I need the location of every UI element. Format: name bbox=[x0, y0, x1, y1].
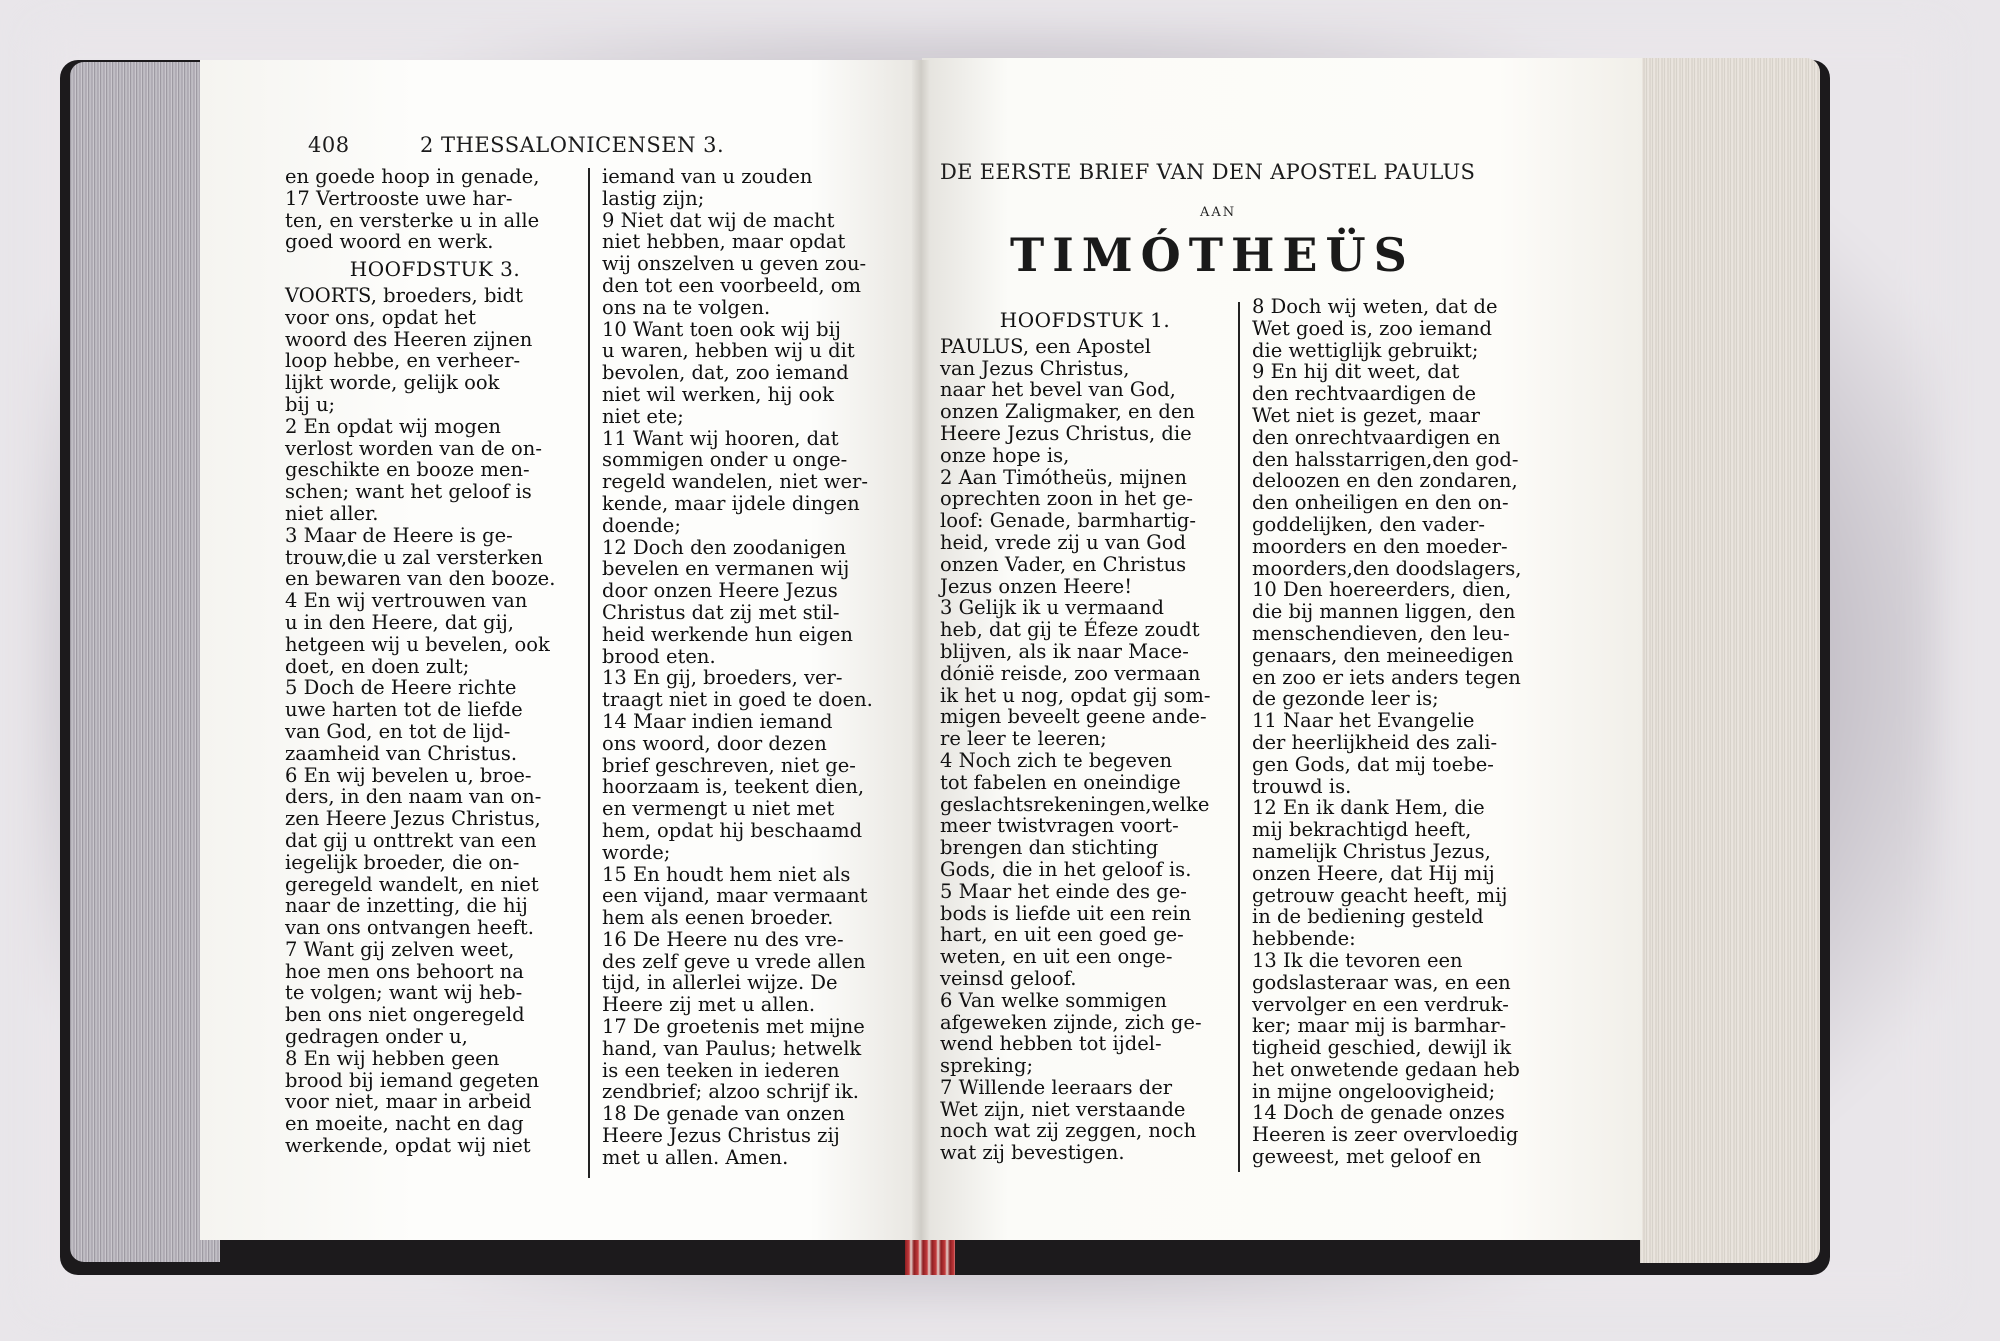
text-line: regeld wandelen, niet wer- bbox=[602, 470, 868, 494]
book-title: TIMÓTHEÜS bbox=[1010, 228, 1415, 282]
page-edges-right bbox=[1640, 58, 1820, 1263]
right-column-1 bbox=[940, 304, 1230, 1164]
text-line: onzen Vader, en Christus bbox=[940, 552, 1187, 576]
running-head: 2 THESSALONICENSEN 3. bbox=[420, 133, 725, 157]
text-line: 17 De groetenis met mijne bbox=[602, 1015, 865, 1039]
text-line: 6 En wij bevelen u, broe- bbox=[285, 763, 532, 787]
text-line: die wettiglijk gebruikt; bbox=[1252, 338, 1479, 362]
text-line: Wet zijn, niet verstaande bbox=[940, 1097, 1186, 1121]
text-line: bevolen, dat, zoo iemand bbox=[602, 361, 849, 385]
text-line: deloozen en den zondaren, bbox=[1252, 469, 1518, 493]
text-line: Heere zij met u allen. bbox=[602, 993, 816, 1017]
text-line: werkende, opdat wij niet bbox=[285, 1134, 531, 1158]
text-line: mij bekrachtigd heeft, bbox=[1252, 818, 1472, 842]
text-line: 6 Van welke sommigen bbox=[940, 988, 1167, 1012]
text-line: den onrechtvaardigen en bbox=[1252, 425, 1501, 449]
text-line: het onwetende gedaan heb bbox=[1252, 1057, 1520, 1081]
text-line: 2 Aan Timótheüs, mijnen bbox=[940, 465, 1187, 489]
text-line: naar het bevel van God, bbox=[940, 378, 1176, 402]
text-line: sommigen onder u onge- bbox=[602, 448, 848, 472]
text-line: 9 Niet dat wij de macht bbox=[602, 208, 835, 232]
text-line: weten, en uit een onge- bbox=[940, 945, 1173, 969]
text-line: Christus dat zij met stil- bbox=[602, 600, 840, 624]
text-line: geschikte en booze men- bbox=[285, 458, 530, 482]
text-line: ders, in den naam van on- bbox=[285, 785, 542, 809]
text-line: 3 Maar de Heere is ge- bbox=[285, 523, 513, 547]
text-line: tijd, in allerlei wijze. De bbox=[602, 971, 838, 995]
text-line: 12 Doch den zoodanigen bbox=[602, 535, 847, 559]
column-rule bbox=[588, 168, 590, 1178]
text-line: bij u; bbox=[285, 392, 336, 416]
text-line: dat gij u onttrekt van een bbox=[285, 828, 537, 852]
text-line: oprechten zoon in het ge- bbox=[940, 487, 1193, 511]
text-line: u waren, hebben wij u dit bbox=[602, 339, 855, 363]
text-line: veinsd geloof. bbox=[940, 966, 1077, 990]
text-line: trouw,die u zal versterken bbox=[285, 545, 544, 569]
left-column-2 bbox=[602, 166, 902, 1169]
text-line: heb, dat gij te Éfeze zoudt bbox=[940, 618, 1200, 642]
text-line: woord des Heeren zijnen bbox=[285, 327, 533, 351]
text-line: iemand van u zouden bbox=[602, 165, 813, 188]
text-line: Heere Jezus Christus, die bbox=[940, 421, 1192, 445]
text-line: Gods, die in het geloof is. bbox=[940, 857, 1192, 881]
text-line: gen Gods, dat mij toebe- bbox=[1252, 752, 1494, 776]
text-line: 4 En wij vertrouwen van bbox=[285, 589, 528, 613]
book-gutter bbox=[912, 60, 930, 1240]
text-line: heid werkende hun eigen bbox=[602, 622, 853, 646]
text-line: en goede hoop in genade, bbox=[285, 165, 540, 188]
text-line: en moeite, nacht en dag bbox=[285, 1112, 524, 1136]
text-line: hoe men ons behoort na bbox=[285, 959, 524, 983]
text-line: doet, en doen zult; bbox=[285, 654, 470, 678]
text-line: tot fabelen en oneindige bbox=[940, 770, 1181, 794]
text-line: geweest, met geloof en bbox=[1252, 1145, 1482, 1169]
text-line: moorders,den doodslagers, bbox=[1252, 556, 1522, 580]
text-line: niet aller. bbox=[285, 501, 379, 525]
text-line: 11 Naar het Evangelie bbox=[1252, 709, 1475, 733]
text-line: getrouw geacht heeft, mij bbox=[1252, 883, 1508, 907]
text-line: van ons ontvangen heeft. bbox=[285, 916, 534, 940]
text-line: 10 Want toen ook wij bij bbox=[602, 317, 841, 341]
text-line: goddelijken, den vader- bbox=[1252, 512, 1485, 536]
text-line: 16 De Heere nu des vre- bbox=[602, 927, 844, 951]
text-line: van Jezus Christus, bbox=[940, 356, 1130, 380]
text-line: niet ete; bbox=[602, 404, 684, 428]
text-line: onzen Zaligmaker, en den bbox=[940, 400, 1195, 424]
text-line: hebbende: bbox=[1252, 927, 1356, 951]
text-line: ten, en versterke u in alle bbox=[285, 208, 540, 232]
text-line: in de bediening gesteld bbox=[1252, 905, 1484, 929]
text-line: bods is liefde uit een rein bbox=[940, 901, 1192, 925]
text-line: hart, en uit een goed ge- bbox=[940, 923, 1184, 947]
text-line: wij onszelven u geven zou- bbox=[602, 252, 867, 276]
text-line: onzen Heere, dat Hij mij bbox=[1252, 861, 1495, 885]
text-line: 9 En hij dit weet, dat bbox=[1252, 360, 1460, 384]
text-line: hem als eenen broeder. bbox=[602, 906, 834, 930]
page-edges-left bbox=[70, 62, 220, 1262]
text-line: brengen dan stichting bbox=[940, 836, 1159, 860]
text-line: 15 En houdt hem niet als bbox=[602, 862, 851, 886]
text-line: den tot een voorbeeld, om bbox=[602, 273, 861, 297]
text-line: schen; want het geloof is bbox=[285, 480, 532, 504]
text-line: zendbrief; alzoo schrijf ik. bbox=[602, 1080, 859, 1104]
text-line: den rechtvaardigen de bbox=[1252, 382, 1477, 406]
text-line: brood eten. bbox=[602, 644, 716, 668]
text-line: PAULUS, een Apostel bbox=[940, 334, 1151, 358]
text-line: blijven, als ik naar Mace- bbox=[940, 639, 1189, 663]
text-line: ons na te volgen. bbox=[602, 295, 771, 319]
text-line: 7 Want gij zelven weet, bbox=[285, 937, 515, 961]
text-line: brood bij iemand gegeten bbox=[285, 1068, 540, 1092]
text-line: 8 Doch wij weten, dat de bbox=[1252, 295, 1498, 318]
text-line: 4 Noch zich te begeven bbox=[940, 748, 1173, 772]
text-line: vervolger en een verdruk- bbox=[1252, 992, 1509, 1016]
text-line: wat zij bevestigen. bbox=[940, 1141, 1125, 1165]
text-line: onze hope is, bbox=[940, 443, 1070, 467]
text-line: 13 En gij, broeders, ver- bbox=[602, 666, 843, 690]
text-line: VOORTS, broeders, bidt bbox=[285, 283, 523, 307]
text-line: genaars, den meineedigen bbox=[1252, 643, 1514, 667]
text-line: trouwd is. bbox=[1252, 774, 1352, 798]
text-line: 10 Den hoereerders, dien, bbox=[1252, 578, 1512, 602]
text-line: 2 En opdat wij mogen bbox=[285, 414, 501, 438]
text-line: Wet niet is gezet, maar bbox=[1252, 403, 1480, 427]
text-line: godslasteraar was, en een bbox=[1252, 970, 1511, 994]
text-line: hem, opdat hij beschaamd bbox=[602, 818, 863, 842]
text-line: kende, maar ijdele dingen bbox=[602, 491, 860, 515]
text-line: brief geschreven, niet ge- bbox=[602, 753, 856, 777]
text-line: heid, vrede zij u van God bbox=[940, 530, 1187, 554]
text-line: voor ons, opdat het bbox=[285, 305, 477, 329]
text-line: te volgen; want wij heb- bbox=[285, 981, 523, 1005]
text-line: ben ons niet ongeregeld bbox=[285, 1003, 525, 1027]
text-line: hoorzaam is, teekent dien, bbox=[602, 775, 865, 799]
text-line: niet hebben, maar opdat bbox=[602, 230, 846, 254]
text-line: is een teeken in iederen bbox=[602, 1058, 840, 1082]
text-line: gedragen onder u, bbox=[285, 1025, 468, 1049]
text-line: traagt niet in goed te doen. bbox=[602, 688, 873, 712]
text-line: 11 Want wij hooren, dat bbox=[602, 426, 839, 450]
text-line: 13 Ik die tevoren een bbox=[1252, 948, 1463, 972]
column-rule-right bbox=[1238, 302, 1240, 1172]
chapter-heading: HOOFDSTUK 1. bbox=[999, 308, 1171, 332]
text-line: loof: Genade, barmhartig- bbox=[940, 509, 1196, 533]
text-line: afgeweken zijnde, zich ge- bbox=[940, 1010, 1202, 1034]
text-line: met u allen. Amen. bbox=[602, 1145, 789, 1169]
text-line: 5 Doch de Heere richte bbox=[285, 676, 517, 700]
text-line: geregeld wandelt, en niet bbox=[285, 872, 539, 896]
text-line: zen Heere Jezus Christus, bbox=[285, 807, 541, 831]
text-line: een vijand, maar vermaant bbox=[602, 884, 868, 908]
text-line: der heerlijkheid des zali- bbox=[1252, 730, 1498, 754]
text-line: menschendieven, den leu- bbox=[1252, 621, 1510, 645]
text-line: goed woord en werk. bbox=[285, 230, 494, 254]
text-line: 17 Vertrooste uwe har- bbox=[285, 186, 513, 210]
text-line: des zelf geve u vrede allen bbox=[602, 949, 866, 973]
text-line: niet wil werken, hij ook bbox=[602, 382, 834, 406]
text-line: en zoo er iets anders tegen bbox=[1252, 665, 1521, 689]
text-line: Wet goed is, zoo iemand bbox=[1252, 316, 1492, 340]
page-number: 408 bbox=[308, 133, 350, 157]
text-line: doende; bbox=[602, 513, 681, 537]
title-aan: AAN bbox=[1200, 205, 1237, 220]
text-line: Heere Jezus Christus zij bbox=[602, 1124, 840, 1148]
text-line: naar de inzetting, die hij bbox=[285, 894, 528, 918]
text-line: den halsstarrigen,den god- bbox=[1252, 447, 1519, 471]
text-line: re leer te leeren; bbox=[940, 727, 1107, 751]
text-line: lijkt worde, gelijk ook bbox=[285, 371, 500, 395]
text-line: den onheiligen en den on- bbox=[1252, 491, 1509, 515]
right-column-2 bbox=[1252, 296, 1552, 1168]
text-line: 14 Doch de genade onzes bbox=[1252, 1101, 1505, 1125]
text-line: die bij mannen liggen, den bbox=[1252, 600, 1516, 624]
text-line: migen beveelt geene ande- bbox=[940, 705, 1207, 729]
text-line: 5 Maar het einde des ge- bbox=[940, 879, 1187, 903]
text-line: hand, van Paulus; hetwelk bbox=[602, 1036, 862, 1060]
epistle-title: DE EERSTE BRIEF VAN DEN APOSTEL PAULUS bbox=[940, 160, 1476, 184]
text-line: wend hebben tot ijdel- bbox=[940, 1032, 1162, 1056]
text-line: voor niet, maar in arbeid bbox=[285, 1090, 532, 1114]
text-line: ker; maar mij is barmhar- bbox=[1252, 1014, 1507, 1038]
text-line: van God, en tot de lijd- bbox=[285, 719, 511, 743]
text-line: 3 Gelijk ik u vermaand bbox=[940, 596, 1164, 620]
text-line: 7 Willende leeraars der bbox=[940, 1075, 1173, 1099]
text-line: en vermengt u niet met bbox=[602, 797, 835, 821]
text-line: spreking; bbox=[940, 1054, 1034, 1078]
text-line: verlost worden van de on- bbox=[285, 436, 542, 460]
text-line: en bewaren van den booze. bbox=[285, 567, 556, 591]
text-line: dónië reisde, zoo vermaan bbox=[940, 661, 1201, 685]
text-line: tigheid geschied, dewijl ik bbox=[1252, 1036, 1512, 1060]
text-line: lastig zijn; bbox=[602, 186, 705, 210]
text-line: bevelen en vermanen wij bbox=[602, 557, 850, 581]
text-line: loop hebbe, en verheer- bbox=[285, 349, 521, 373]
chapter-heading: HOOFDSTUK 3. bbox=[349, 257, 521, 282]
text-line: iegelijk broeder, die on- bbox=[285, 850, 520, 874]
text-line: worde; bbox=[602, 840, 671, 864]
text-line: 14 Maar indien iemand bbox=[602, 709, 833, 733]
text-line: namelijk Christus Jezus, bbox=[1252, 839, 1491, 863]
text-line: Jezus onzen Heere! bbox=[940, 574, 1133, 598]
text-line: ons woord, door dezen bbox=[602, 731, 827, 755]
text-line: noch wat zij zeggen, noch bbox=[940, 1119, 1197, 1143]
text-line: uwe harten tot de liefde bbox=[285, 698, 523, 722]
text-line: de gezonde leer is; bbox=[1252, 687, 1439, 711]
text-line: 8 En wij hebben geen bbox=[285, 1046, 500, 1070]
text-line: 12 En ik dank Hem, die bbox=[1252, 796, 1485, 820]
text-line: u in den Heere, dat gij, bbox=[285, 610, 514, 634]
text-line: Heeren is zeer overvloedig bbox=[1252, 1123, 1519, 1147]
text-line: ik het u nog, opdat gij som- bbox=[940, 683, 1211, 707]
text-line: 18 De genade van onzen bbox=[602, 1102, 845, 1126]
text-line: hetgeen wij u bevelen, ook bbox=[285, 632, 550, 656]
text-line: meer twistvragen voort- bbox=[940, 814, 1179, 838]
left-column-1 bbox=[285, 166, 585, 1157]
text-line: geslachtsrekeningen,welke bbox=[940, 792, 1210, 816]
text-line: in mijne ongeloovigheid; bbox=[1252, 1079, 1496, 1103]
text-line: door onzen Heere Jezus bbox=[602, 579, 838, 603]
text-line: zaamheid van Christus. bbox=[285, 741, 518, 765]
text-line: moorders en den moeder- bbox=[1252, 534, 1508, 558]
